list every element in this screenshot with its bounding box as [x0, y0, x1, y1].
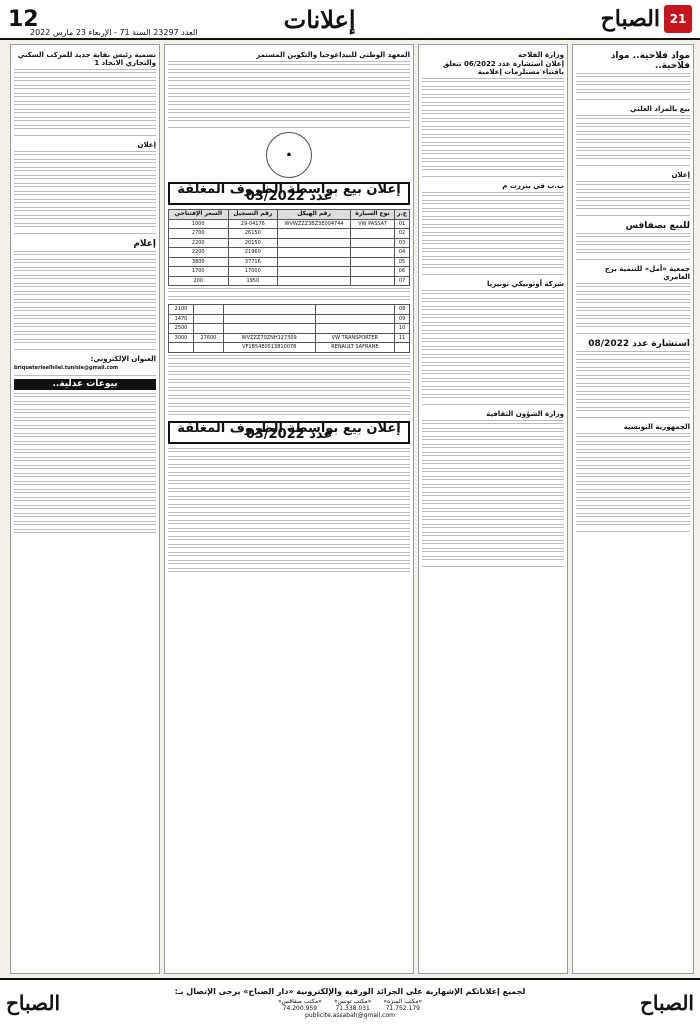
table-cell: 1700 [169, 267, 229, 277]
table-cell [223, 314, 315, 324]
ad-block: ب.ب في بنزرت م [422, 179, 564, 275]
table-row [169, 276, 410, 286]
table-cell: 3000 [169, 333, 194, 343]
table-cell [278, 267, 351, 277]
table-cell: 37716 [228, 257, 278, 267]
table-cell [223, 324, 315, 334]
table-cell [278, 238, 351, 248]
table-cell: 10 [395, 324, 410, 334]
table-cell: 05 [394, 257, 409, 267]
footer-headline: لجميع إعلاناتكم الإشهارية على الجرائد الورقية والإلكترونية «دار الصباح» يرجى الإتصال بـ: [174, 986, 526, 996]
section-title: إعلانات [283, 4, 356, 34]
tender-title: إعلان بيع بواسطة الظروف المغلقة عدد 03/2022 [168, 182, 410, 205]
government-seal-icon: ☗ [266, 132, 312, 178]
table-cell: 2100 [169, 305, 194, 315]
ad-block: إعلام [14, 236, 156, 350]
ad-block: المعهد الوطني للبيداغوجيا والتكوين المستمر [168, 48, 410, 128]
issue-line: العدد 23297 السنة 71 - الإربعاء 23 مارس 2022 [30, 28, 198, 37]
judicial-sales-banner: بيوعات عدلية.. [14, 379, 156, 390]
table-cell: 07 [394, 276, 409, 286]
table-row [169, 314, 410, 324]
newspaper-logo [601, 5, 692, 33]
table-cell: VW TRANSPORTER [315, 333, 395, 343]
table-cell: 1000 [169, 219, 229, 229]
table-cell [351, 248, 395, 258]
footer-contact-info [175, 987, 526, 1019]
table-cell: VF1B54E0513810078 [223, 343, 315, 353]
table-cell: 11 [395, 333, 410, 343]
table-cell: 2500 [169, 324, 194, 334]
table-cell [278, 229, 351, 239]
page-footer [0, 978, 700, 1025]
ad-block: وزارة الفلاحة إعلان استشارة عدد 06/2022 تتعلق باقتناء مستلزمات إعلامية [422, 48, 564, 177]
table-row [169, 248, 410, 258]
table-cell: 08 [395, 305, 410, 315]
table-row [169, 257, 410, 267]
table-cell: WVZZZ70ZNH127309 [223, 333, 315, 343]
ad-block: جمعية «أمل» للتنمية برج العامري [576, 262, 690, 334]
ad-block: تسمية رئيس نقابة جديد للمركب السكني والتجاري الاتحاد 1 [14, 48, 156, 136]
table-cell [351, 257, 395, 267]
table-cell: 2700 [169, 229, 229, 239]
ad-block: للبيع بصفاقس [576, 218, 690, 260]
table-cell: 04 [394, 248, 409, 258]
table-cell [223, 305, 315, 315]
column-main [164, 44, 414, 974]
table-cell [278, 276, 351, 286]
footer-email: publicite.assabah@gmail.com [305, 1011, 395, 1019]
table-cell: 02 [394, 229, 409, 239]
table-cell: 2200 [169, 238, 229, 248]
table-cell [193, 305, 223, 315]
table-row [169, 219, 410, 229]
table-row [169, 229, 410, 239]
content-grid [6, 44, 694, 974]
table-cell: 26150 [228, 229, 278, 239]
footer-logo: الصباح [639, 990, 694, 1015]
logo-mark: 21 [664, 5, 692, 33]
table-cell [193, 343, 223, 353]
table-cell [278, 248, 351, 258]
table-cell [315, 305, 395, 315]
footer-logo-right: الصباح [6, 990, 61, 1015]
table-cell [351, 229, 395, 239]
table-cell: 17000 [228, 267, 278, 277]
table-cell: 1950 [228, 276, 278, 286]
column-left [10, 44, 160, 974]
table-row [169, 305, 410, 315]
ad-block: إعلان [576, 168, 690, 216]
ad-block: استشارة عدد 08/2022 [576, 336, 690, 418]
ad-block: بيع بالمزاد العلني [576, 102, 690, 166]
table-cell: 01 [394, 219, 409, 229]
logo-name: الصباح [600, 6, 660, 32]
table-row [169, 267, 410, 277]
ad-block: العنوان الإلكتروني: briqueterieelhilel.tunisie@gmail.com [14, 352, 156, 376]
contact-office: «مكتب تونس» 71.338.031 [333, 997, 372, 1012]
table-cell: 09 [395, 314, 410, 324]
table-row [169, 333, 410, 343]
table-cell: 21960 [228, 248, 278, 258]
table-cell [169, 343, 194, 353]
column-right [572, 44, 694, 974]
contact-office: «مكتب المنزه» 71.752.179 [383, 997, 423, 1012]
table-cell: 200 [169, 276, 229, 286]
table-cell [193, 324, 223, 334]
table-row [169, 324, 410, 334]
table-cell: 03 [394, 238, 409, 248]
table-cell: RENAULT SAFRANE [315, 343, 395, 353]
ad-block: وزارة الشؤون الثقافية [422, 407, 564, 567]
table-cell [351, 267, 395, 277]
table-cell [395, 343, 410, 353]
table-cell [351, 238, 395, 248]
table-cell: 20150 [228, 238, 278, 248]
ad-block: مواد فلاحية.. مواد فلاحية.. [576, 48, 690, 100]
table-cell: 3800 [169, 257, 229, 267]
ad-block: الجمهورية التونسية [576, 420, 690, 532]
vehicle-table: ع.ر نوع السيارة رقم الهيكل رقم التسجيل السعر الإفتتاحي 01 VW PASSAT WVWZZZ3BZ3E004744 29-04176 1000 02 26150 2700 03 20150 2200 04 21960 2200 05 37716 3800 06 17000 1700 07 1950 200 [168, 209, 410, 286]
table-cell: 1470 [169, 314, 194, 324]
table-cell: 2200 [169, 248, 229, 258]
table-row [169, 343, 410, 353]
table-cell: 29-04176 [228, 219, 278, 229]
contact-office: «مكتب صفاقس» 74.200.959 [277, 997, 322, 1012]
column-center-right [418, 44, 568, 974]
footer-contacts [175, 998, 526, 1012]
table-cell: 27600 [193, 333, 223, 343]
table-cell [315, 314, 395, 324]
page-number: 12 [8, 6, 39, 32]
table-row [169, 238, 410, 248]
ad-block: إعلان [14, 138, 156, 234]
page-header [0, 0, 700, 40]
table-cell: 06 [394, 267, 409, 277]
table-cell: WVWZZZ3BZ3E004744 [278, 219, 351, 229]
table-cell [315, 324, 395, 334]
vehicle-table-lower [168, 304, 410, 353]
table-cell: VW PASSAT [351, 219, 395, 229]
table-cell [193, 314, 223, 324]
ad-block: شركة أوتوبيكي تونيزيا [422, 277, 564, 405]
table-cell [351, 276, 395, 286]
table-cell [278, 257, 351, 267]
tender-title-lower: إعلان بيع بواسطة الظروف المغلقة عدد 03/2022 [168, 421, 410, 444]
